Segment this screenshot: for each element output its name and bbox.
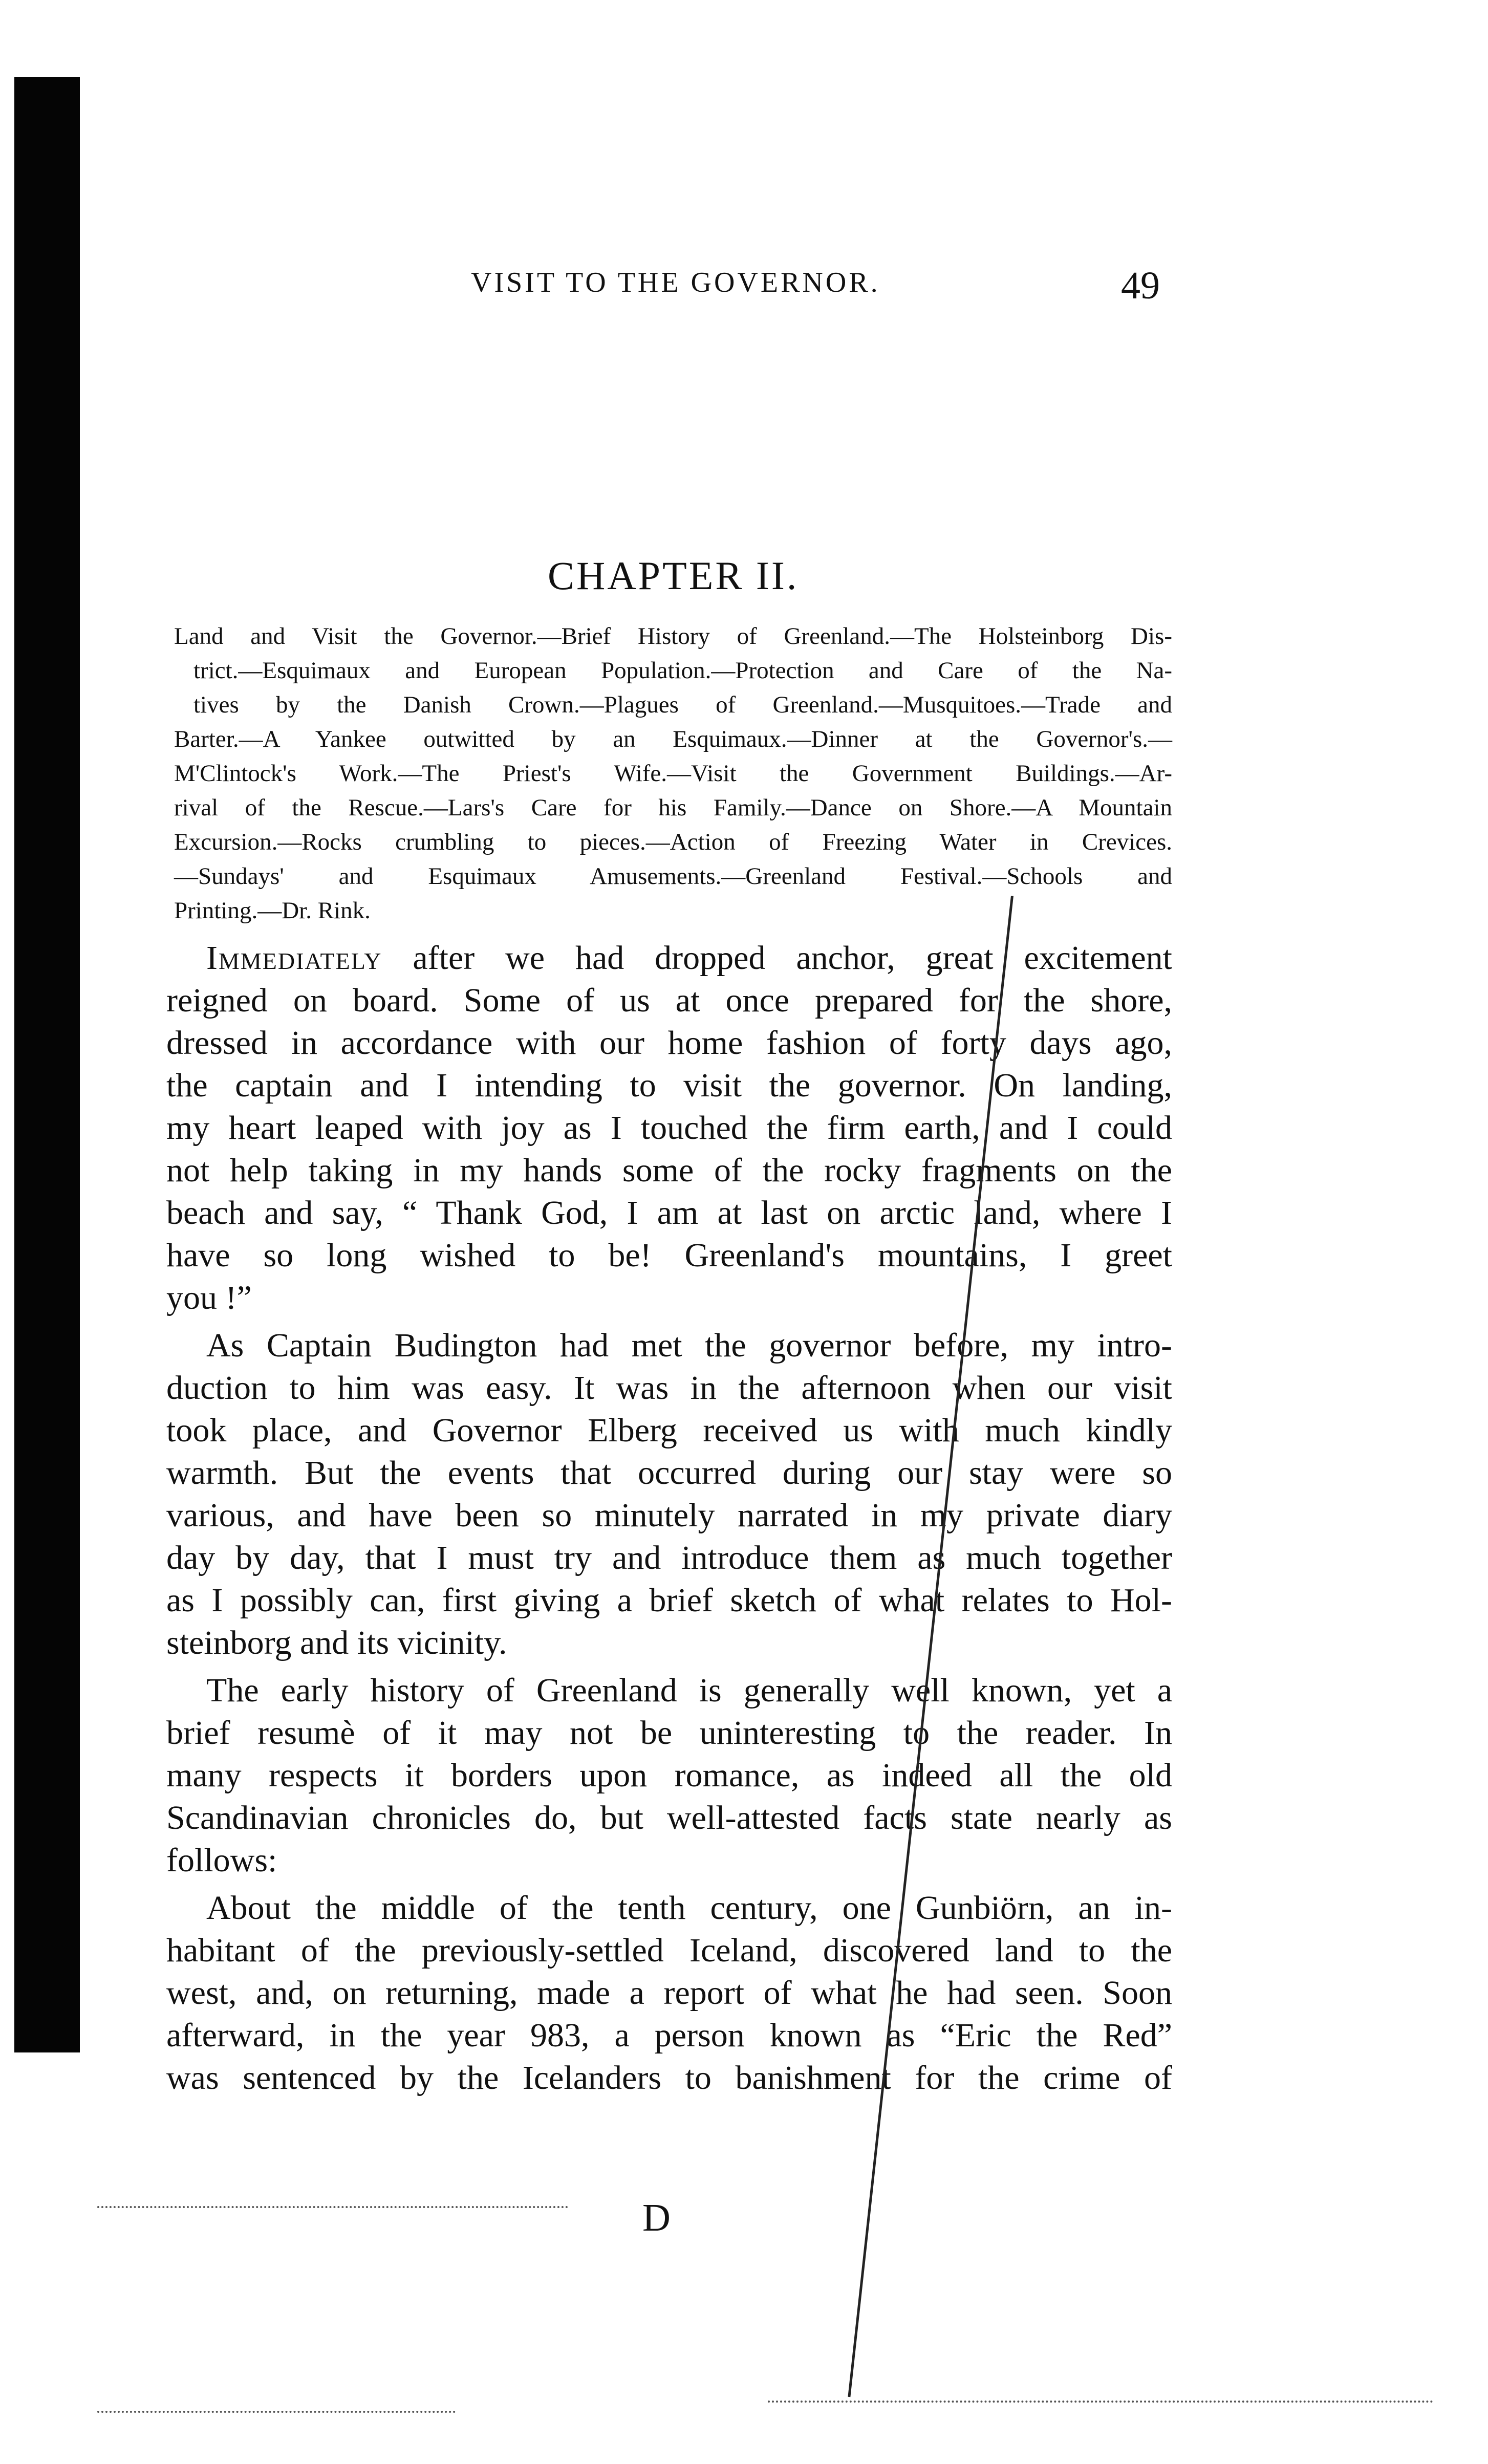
paragraph-line: the captain and I intending to visit the governor. On landing, xyxy=(166,1067,1172,1104)
binding-shadow xyxy=(14,77,80,2052)
paragraph-line: steinborg and its vicinity. xyxy=(166,1624,507,1661)
scan-dotted-edge xyxy=(768,2401,1433,2403)
scan-dotted-edge xyxy=(97,2411,456,2413)
paragraph-line: About the middle of the tenth century, one Gunbiörn, an in- xyxy=(206,1889,1172,1927)
paragraph-line: The early history of Greenland is generally well known, yet a xyxy=(206,1672,1172,1709)
paragraph-line: many respects it borders upon romance, as indeed all the old xyxy=(166,1757,1172,1794)
paragraph-line: not help taking in my hands some of the rocky fragments on the xyxy=(166,1152,1172,1189)
chapter-synopsis xyxy=(174,619,1172,928)
paragraph-line: dressed in accordance with our home fashion of forty days ago, xyxy=(166,1024,1172,1062)
synopsis-line: trict.—Esquimaux and European Population.—Protection and Care of the Na- xyxy=(193,657,1172,684)
paragraph-line: beach and say, “ Thank God, I am at last on arctic land, where I xyxy=(166,1194,1172,1231)
signature-mark: D xyxy=(642,2196,671,2239)
paragraph-3 xyxy=(166,1669,1172,1882)
paragraph-line: have so long wished to be! Greenland's mountains, I greet xyxy=(166,1237,1172,1274)
paragraph-line xyxy=(166,937,1172,979)
paragraph-line: afterward, in the year 983, a person known as “Eric the Red” xyxy=(166,2017,1172,2054)
paragraph-line: habitant of the previously-settled Iceland, discovered land to the xyxy=(166,1932,1172,1969)
paragraph-line: reigned on board. Some of us at once prepared for the shore, xyxy=(166,982,1172,1019)
paragraph-line: was sentenced by the Icelanders to banishment for the crime of xyxy=(166,2059,1172,2096)
paragraph-line: follows: xyxy=(166,1842,277,1879)
synopsis-line: Land and Visit the Governor.—Brief History of Greenland.—The Holsteinborg Dis- xyxy=(174,623,1172,650)
paragraph-line: as I possibly can, first giving a brief sketch of what relates to Hol- xyxy=(166,1582,1172,1619)
paragraph-line: Scandinavian chronicles do, but well-attested facts state nearly as xyxy=(166,1799,1172,1836)
synopsis-line: M'Clintock's Work.—The Priest's Wife.—Visit the Government Buildings.—Ar- xyxy=(174,760,1172,787)
paragraph-1 xyxy=(166,937,1172,1319)
paragraph-line: west, and, on returning, made a report of what he had seen. Soon xyxy=(166,1974,1172,2012)
paragraph-line: day by day, that I must try and introduce them as much together xyxy=(166,1539,1172,1576)
paragraph-line: brief resumè of it may not be uninteresting to the reader. In xyxy=(166,1714,1172,1752)
synopsis-line: Barter.—A Yankee outwitted by an Esquimaux.—Dinner at the Governor's.— xyxy=(174,726,1172,752)
synopsis-line: rival of the Rescue.—Lars's Care for his Family.—Dance on Shore.—A Mountain xyxy=(174,794,1172,821)
paragraph-line: my heart leaped with joy as I touched the firm earth, and I could xyxy=(166,1109,1172,1147)
running-title: VISIT TO THE GOVERNOR. xyxy=(471,267,880,298)
synopsis-line: Printing.—Dr. Rink. xyxy=(174,897,371,924)
page-number: 49 xyxy=(1121,264,1160,307)
paragraph-4 xyxy=(166,1887,1172,2099)
body-text xyxy=(166,937,1172,2104)
paragraph-2 xyxy=(166,1324,1172,1664)
chapter-title: CHAPTER II. xyxy=(548,553,799,598)
synopsis-line: —Sundays' and Esquimaux Amusements.—Greenland Festival.—Schools and xyxy=(174,863,1172,890)
synopsis-line: tives by the Danish Crown.—Plagues of Greenland.—Musquitoes.—Trade and xyxy=(193,691,1172,718)
paragraph-line: warmth. But the events that occurred during our stay were so xyxy=(166,1454,1172,1492)
lead-word: Immediately xyxy=(206,939,382,977)
paragraph-line: took place, and Governor Elberg received us with much kindly xyxy=(166,1412,1172,1449)
scan-dotted-edge xyxy=(97,2206,568,2208)
paragraph-line: you !” xyxy=(166,1279,252,1316)
paragraph-line: duction to him was easy. It was in the afternoon when our visit xyxy=(166,1369,1172,1407)
paragraph-line: As Captain Budington had met the governor before, my intro- xyxy=(206,1327,1172,1364)
paragraph-line-text: after we had dropped anchor, great excitement xyxy=(382,939,1172,977)
synopsis-line: Excursion.—Rocks crumbling to pieces.—Action of Freezing Water in Crevices. xyxy=(174,829,1172,855)
paragraph-line: various, and have been so minutely narrated in my private diary xyxy=(166,1497,1172,1534)
